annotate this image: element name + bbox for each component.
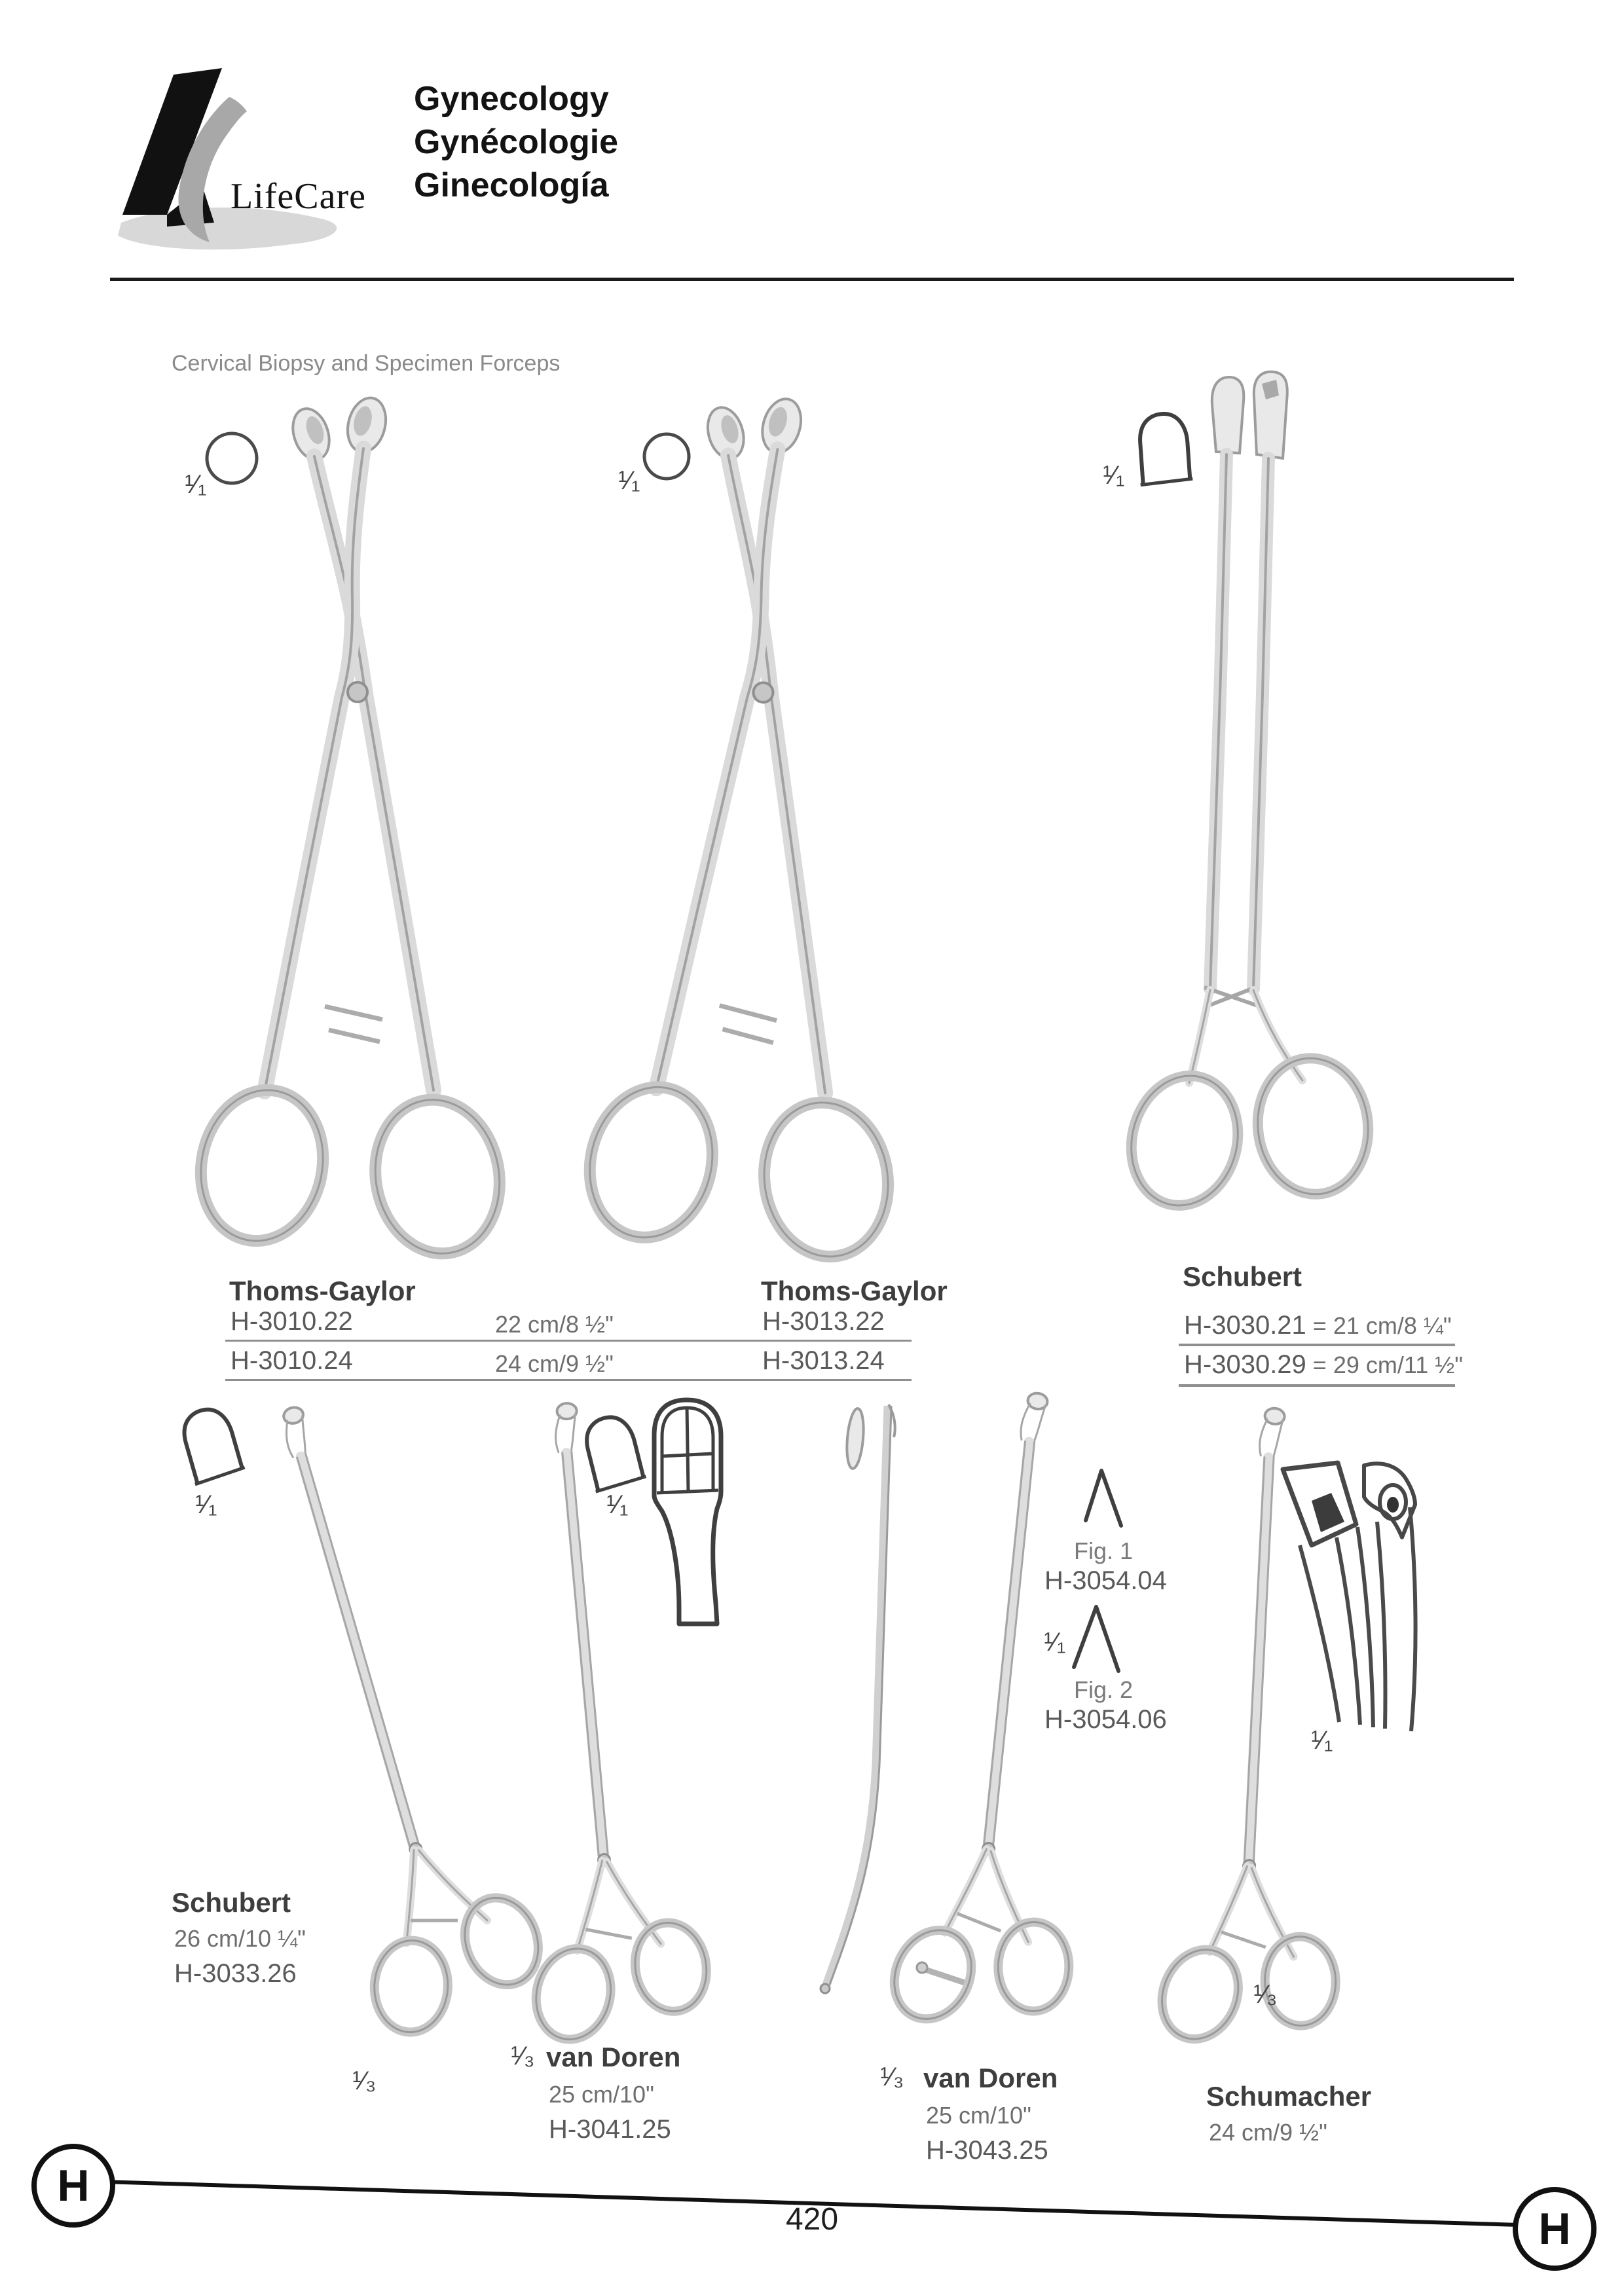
product-name-schubert-bottom: Schubert <box>172 1887 291 1918</box>
product-name-thoms-gaylor-left: Thoms-Gaylor <box>229 1276 416 1306</box>
table-rule <box>225 1379 912 1381</box>
section-tab-left <box>31 2144 115 2228</box>
product-size: 24 cm/9 ½" <box>495 1350 614 1377</box>
product-name-schubert-top: Schubert <box>1183 1261 1302 1292</box>
product-name-van-doren-1: van Doren <box>546 2042 681 2072</box>
page-title-en: Gynecology <box>414 80 609 118</box>
header-divider <box>110 278 1514 281</box>
page-title-fr: Gynécologie <box>414 123 619 161</box>
section-label: Cervical Biopsy and Specimen Forceps <box>172 351 561 376</box>
fig1-label: Fig. 1 <box>1074 1537 1134 1564</box>
scale-label-full: ¹⁄₁ <box>1044 1628 1066 1657</box>
product-size: 21 cm/8 ¼" <box>1333 1312 1452 1339</box>
page-title <box>414 77 618 207</box>
fig1-tip-profile-icon <box>1080 1467 1126 1529</box>
instrument-illustration-schubert-bottom <box>242 1401 491 2108</box>
fig2-tip-profile-icon <box>1070 1603 1129 1675</box>
product-code: H-3041.25 <box>549 2115 671 2144</box>
fig2-code: H-3054.06 <box>1044 1705 1167 1734</box>
product-code: H-3013.22 <box>762 1307 885 1336</box>
product-name-thoms-gaylor-mid: Thoms-Gaylor <box>761 1276 948 1306</box>
scale-label-full: ¹⁄₁ <box>618 466 640 495</box>
lifecare-logo-icon <box>62 58 429 280</box>
scale-label-full: ¹⁄₁ <box>1311 1726 1333 1755</box>
product-row <box>1184 1311 1452 1340</box>
product-code: H-3010.24 <box>231 1346 353 1375</box>
product-name-schumacher: Schumacher <box>1206 2081 1372 2112</box>
tip-detail-dome-icon <box>181 1405 241 1484</box>
section-tab-right <box>1513 2187 1596 2271</box>
product-code: H-3010.22 <box>231 1307 353 1336</box>
product-row <box>1184 1350 1463 1380</box>
brand-name: LifeCare <box>231 176 366 217</box>
scale-label-third: ¹⁄₃ <box>880 2063 904 2091</box>
tip-detail-circle-icon <box>642 431 692 481</box>
scale-label-full: ¹⁄₁ <box>1103 461 1125 490</box>
product-code: H-3043.25 <box>926 2136 1048 2165</box>
scale-label-full: ¹⁄₁ <box>606 1490 629 1519</box>
product-code: H-3013.24 <box>762 1346 885 1375</box>
product-name-van-doren-2: van Doren <box>923 2063 1058 2093</box>
product-size: 22 cm/8 ½" <box>495 1311 614 1338</box>
page-number: 420 <box>785 2202 839 2237</box>
tip-detail-circle-icon <box>204 431 259 486</box>
scale-label-third: ¹⁄₃ <box>1253 1980 1278 2009</box>
fig2-label: Fig. 2 <box>1074 1676 1134 1703</box>
tip-detail-dome-icon <box>583 1413 643 1492</box>
table-rule <box>1179 1384 1455 1387</box>
tip-detail-dome-icon <box>1134 410 1194 488</box>
table-rule <box>225 1340 912 1342</box>
product-size: 29 cm/11 ½" <box>1333 1351 1464 1378</box>
product-code: H-3030.29 <box>1184 1350 1306 1379</box>
scale-label-third: ¹⁄₃ <box>352 2066 377 2095</box>
instrument-illustration-schubert-top <box>1116 367 1411 1251</box>
product-code: H-3033.26 <box>174 1959 297 1988</box>
product-size: 25 cm/10" <box>549 2081 654 2108</box>
equals-sign: = <box>1312 1312 1327 1339</box>
jaw-detail-schumacher-icon <box>1274 1459 1470 1740</box>
product-size: 25 cm/10" <box>926 2102 1031 2129</box>
product-code: H-3030.21 <box>1184 1311 1306 1340</box>
table-rule <box>1179 1344 1455 1346</box>
product-size: 26 cm/10 ¼" <box>174 1925 306 1952</box>
scale-label-third: ¹⁄₃ <box>511 2042 535 2070</box>
jaw-detail-fenestrated-icon <box>638 1393 740 1637</box>
fig1-code: H-3054.04 <box>1044 1566 1167 1595</box>
instrument-illustration-thoms-gaylor-1 <box>164 383 530 1280</box>
instrument-illustration-thoms-gaylor-2 <box>586 383 953 1287</box>
section-tab-letter: H <box>57 2161 90 2211</box>
scale-label-full: ¹⁄₁ <box>195 1490 217 1519</box>
product-size: 24 cm/9 ½" <box>1209 2119 1327 2146</box>
equals-sign: = <box>1312 1351 1327 1378</box>
page-title-es: Ginecología <box>414 166 609 204</box>
scale-label-full: ¹⁄₁ <box>185 470 207 499</box>
section-tab-letter: H <box>1538 2204 1571 2254</box>
